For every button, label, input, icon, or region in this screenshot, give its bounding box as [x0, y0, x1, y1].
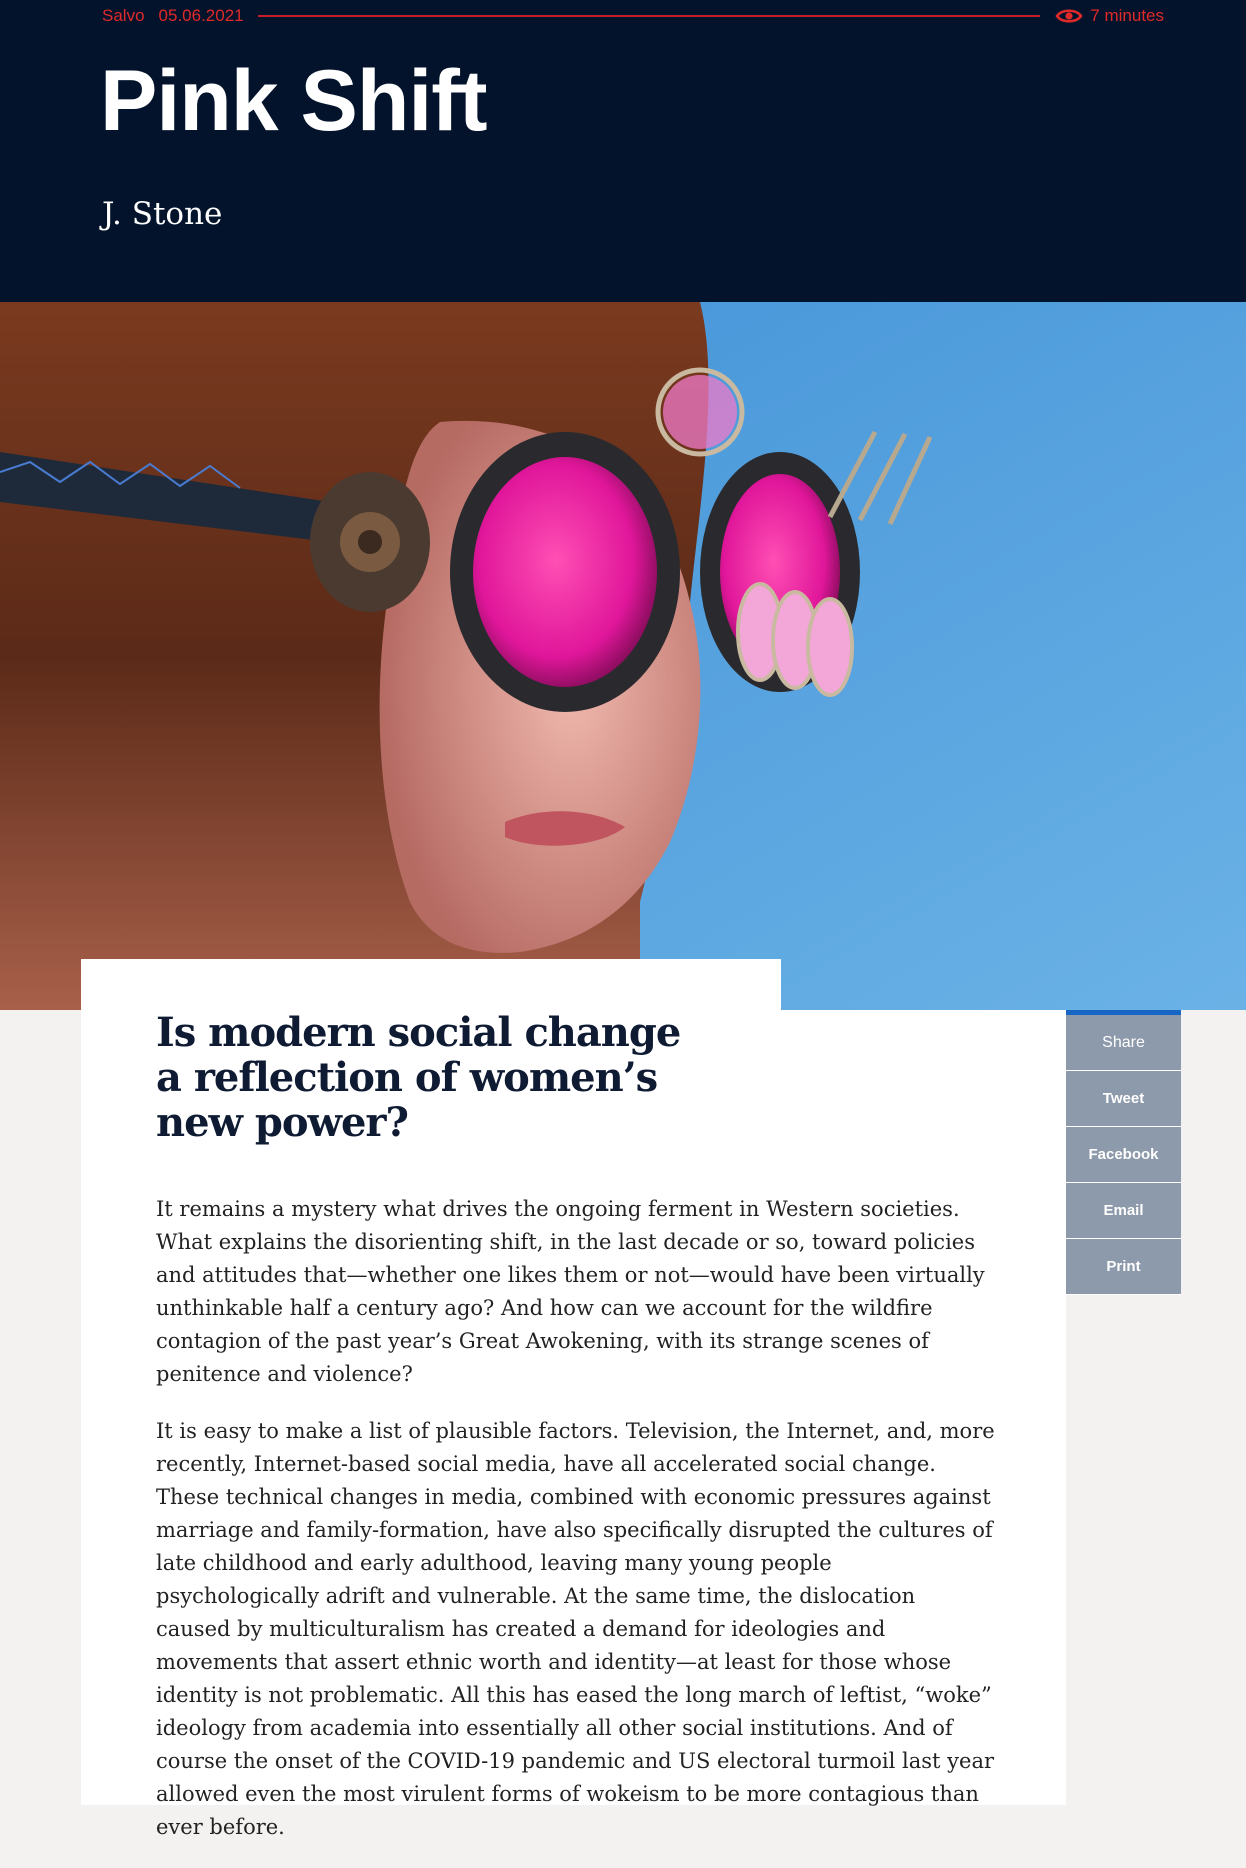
meta-bar: [102, 4, 1164, 28]
paragraph: It remains a mystery what drives the ongoing ferment in Western societies. What explains the disorienting shift, in the last decade or so, toward policies and attitudes that—whether one likes them or not—would have been virtually unthinkable half a century ago? And how can we account for the wildfire contagion of the past year’s Great Awokening, with its strange scenes of penitence and violence?: [156, 1197, 985, 1386]
author-name[interactable]: J. Stone: [102, 196, 223, 232]
article-subtitle: Is modern social change a reflection of women’s new power?: [156, 1009, 681, 1146]
article-card-top: [81, 959, 781, 1010]
eye-icon: [1056, 8, 1082, 24]
read-time: 7 minutes: [1090, 6, 1164, 25]
email-button[interactable]: Email: [1066, 1183, 1181, 1239]
share-rail: [1066, 1010, 1181, 1295]
share-button[interactable]: Share: [1066, 1015, 1181, 1071]
article-body: [81, 1009, 1066, 1839]
publication-link[interactable]: Salvo: [102, 6, 145, 25]
hero-image: [0, 302, 1246, 1010]
article-content: [156, 1010, 996, 1868]
meta-divider: [258, 15, 1041, 17]
page-title: Pink Shift: [100, 53, 487, 149]
print-button[interactable]: Print: [1066, 1239, 1181, 1295]
tweet-button[interactable]: Tweet: [1066, 1071, 1181, 1127]
article-header: [0, 0, 1246, 302]
hero-illustration: [0, 302, 1246, 1010]
publish-date: 05.06.2021: [158, 6, 244, 25]
facebook-button[interactable]: Facebook: [1066, 1127, 1181, 1183]
paragraph: It is easy to make a list of plausible factors. Television, the Internet, and, more recently, Internet-based social media, have all accelerated social change. These technical changes in media, combined with economic pressures against marriage and family-formation, have also specifically disrupted the cultures of late childhood and early adulthood, leaving many young people psychologically adrift and vulnerable. At the same time, the dislocation caused by multiculturalism has created a demand for ideologies and movements that assert ethnic worth and identity—at least for those whose identity is not problematic. All this has eased the long march of leftist, “woke” ideology from academia into essentially all other social institutions. And of course the onset of the COVID-19 pandemic and US electoral turmoil last year allowed even the most virulent forms of wokeism to be more contagious than ever before.: [156, 1419, 995, 1839]
